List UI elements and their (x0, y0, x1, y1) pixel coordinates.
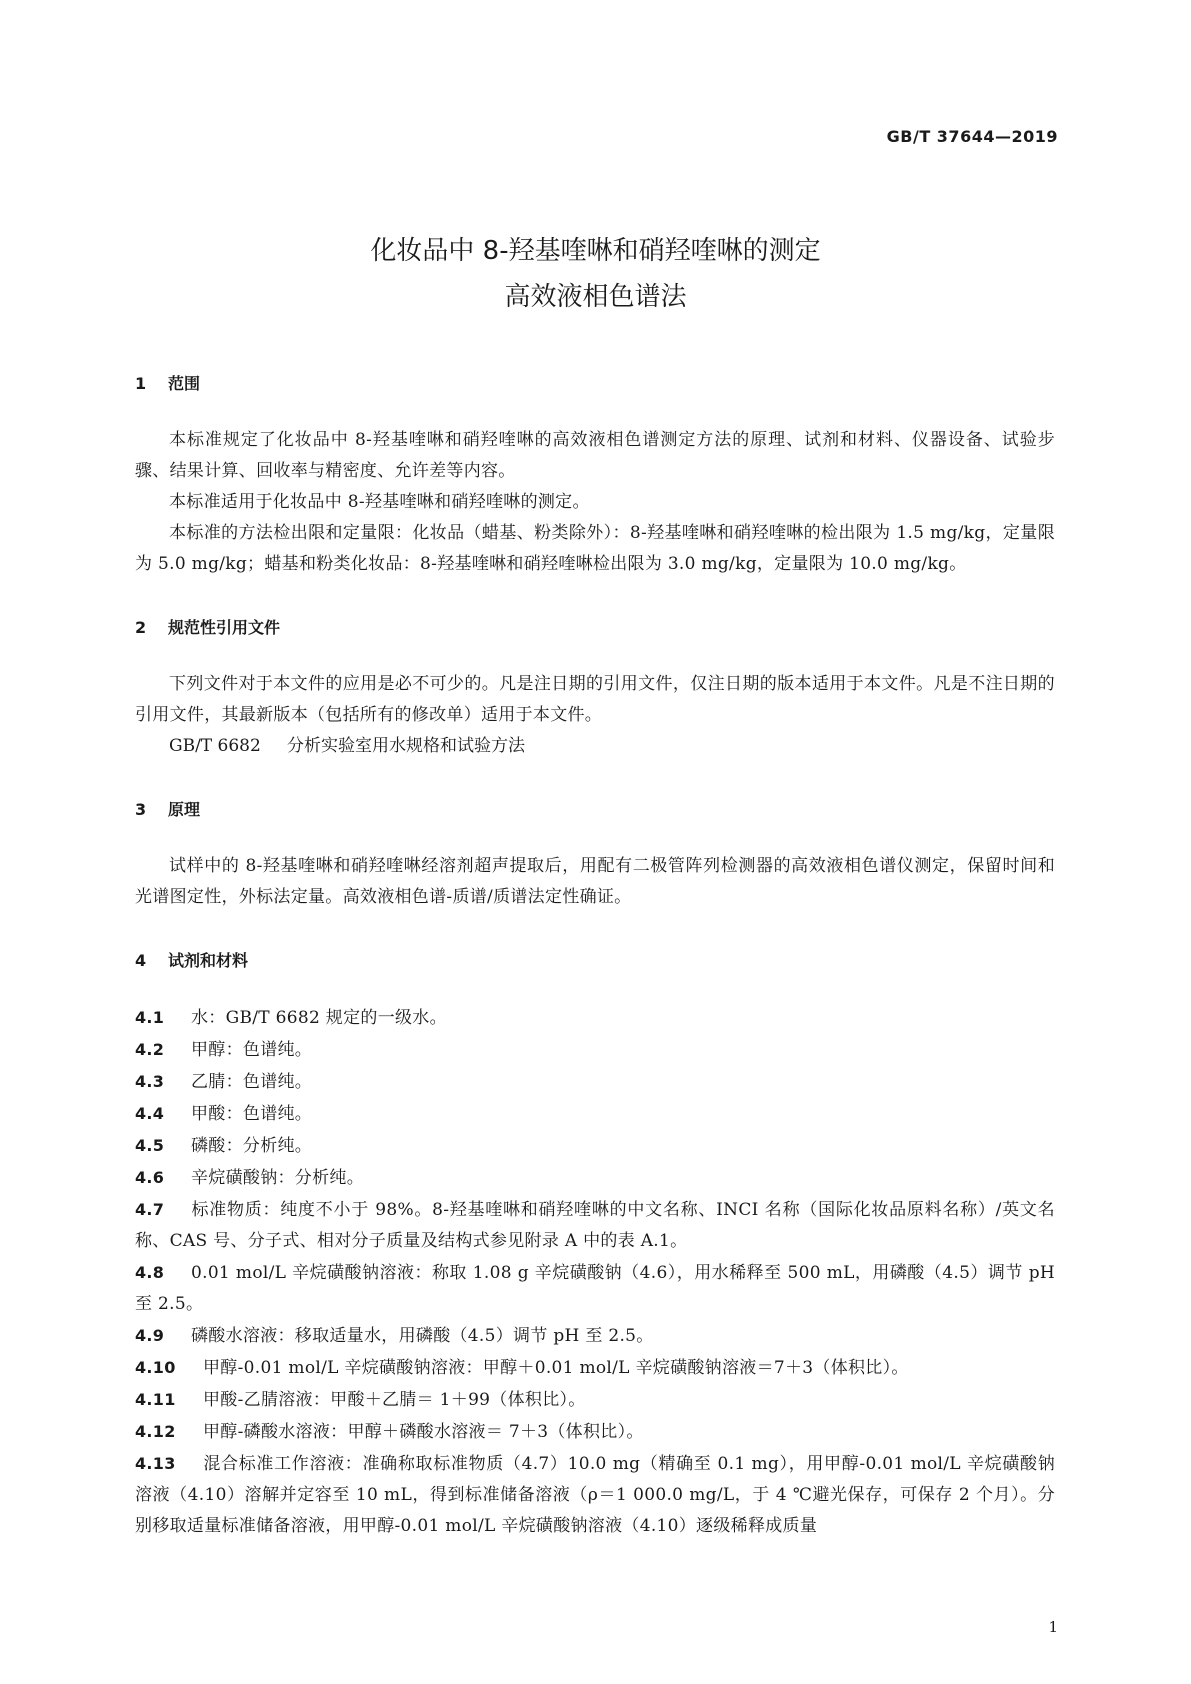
item-text: 甲酸-乙腈溶液：甲酸＋乙腈＝ 1＋99（体积比）。 (203, 1390, 586, 1410)
reference-entry (135, 731, 1055, 762)
item-text: 乙腈：色谱纯。 (191, 1072, 313, 1092)
section-body-reagents (135, 1002, 1055, 1542)
section-body-references (135, 669, 1055, 762)
page-number: 1 (1048, 1618, 1058, 1636)
paragraph: 本标准的方法检出限和定量限：化妆品（蜡基、粉类除外）：8-羟基喹啉和硝羟喹啉的检出限为 1.5 mg/kg，定量限为 5.0 mg/kg；蜡基和粉类化妆品：8-羟基喹啉和硝羟喹啉检出限为 3.0 mg/kg，定量限为 10.0 mg/kg。 (135, 523, 1055, 574)
list-item (135, 1352, 1055, 1384)
list-item (135, 1098, 1055, 1130)
section-number: 3 (135, 800, 147, 819)
item-text: 磷酸水溶液：移取适量水，用磷酸（4.5）调节 pH 至 2.5。 (191, 1326, 654, 1346)
title-line-1: 化妆品中 8-羟基喹啉和硝羟喹啉的测定 (370, 236, 821, 266)
item-number: 4.5 (135, 1136, 165, 1155)
item-number: 4.11 (135, 1390, 176, 1409)
item-text: 混合标准工作溶液：准确称取标准物质（4.7）10.0 mg（精确至 0.1 mg），用甲醇-0.01 mol/L 辛烷磺酸钠溶液（4.10）溶解并定容至 10 mL，得到标准储备溶液（ρ＝1 000.0 mg/L，于 4 ℃避光保存，可保存 2 个月）。分别移取适量标准储备溶液，用甲醇-0.01 mol/L 辛烷磺酸钠溶液（4.10）逐级稀释成质量 (135, 1454, 1055, 1536)
item-number: 4.3 (135, 1072, 165, 1091)
section-body-scope (135, 425, 1055, 580)
item-number: 4.12 (135, 1422, 176, 1441)
section-heading-scope (135, 372, 1055, 396)
item-number: 4.10 (135, 1358, 176, 1377)
section-number: 4 (135, 951, 147, 970)
item-text: 水：GB/T 6682 规定的一级水。 (191, 1008, 447, 1028)
item-number: 4.6 (135, 1168, 165, 1187)
list-item (135, 1448, 1055, 1542)
list-item (135, 1416, 1055, 1448)
list-item (135, 1257, 1055, 1320)
spacer (135, 580, 1055, 616)
spacer (135, 913, 1055, 949)
list-item (135, 1130, 1055, 1162)
section-heading-principle (135, 798, 1055, 822)
item-number: 4.13 (135, 1454, 176, 1473)
item-text: 磷酸：分析纯。 (191, 1136, 313, 1156)
section-title: 试剂和材料 (168, 951, 249, 970)
section-body-principle (135, 851, 1055, 913)
section-title: 规范性引用文件 (168, 618, 281, 637)
list-item (135, 1002, 1055, 1034)
list-item (135, 1066, 1055, 1098)
item-number: 4.1 (135, 1008, 165, 1027)
list-item (135, 1162, 1055, 1194)
reference-code: GB/T 6682 (169, 736, 261, 756)
section-heading-normative-references (135, 616, 1055, 640)
title-line-2: 高效液相色谱法 (504, 282, 687, 312)
item-number: 4.9 (135, 1326, 165, 1345)
item-text: 甲醇-0.01 mol/L 辛烷磺酸钠溶液：甲醇＋0.01 mol/L 辛烷磺酸钠溶液＝7＋3（体积比）。 (203, 1358, 909, 1378)
item-text: 0.01 mol/L 辛烷磺酸钠溶液：称取 1.08 g 辛烷磺酸钠（4.6），用水稀释至 500 mL，用磷酸（4.5）调节 pH 至 2.5。 (135, 1263, 1055, 1314)
item-text: 甲酸：色谱纯。 (191, 1104, 313, 1124)
paragraph: 本标准规定了化妆品中 8-羟基喹啉和硝羟喹啉的高效液相色谱测定方法的原理、试剂和材料、仪器设备、试验步骤、结果计算、回收率与精密度、允许差等内容。 (135, 430, 1055, 481)
section-number: 2 (135, 618, 147, 637)
document-body (135, 372, 1055, 1542)
item-number: 4.7 (135, 1200, 165, 1219)
paragraph: 本标准适用于化妆品中 8-羟基喹啉和硝羟喹啉的测定。 (169, 492, 590, 512)
section-title: 范围 (168, 374, 201, 393)
spacer (135, 762, 1055, 798)
item-text: 甲醇：色谱纯。 (191, 1040, 313, 1060)
list-item (135, 1320, 1055, 1352)
item-number: 4.4 (135, 1104, 165, 1123)
list-item (135, 1384, 1055, 1416)
section-heading-reagents (135, 949, 1055, 973)
section-number: 1 (135, 374, 147, 393)
paragraph: 试样中的 8-羟基喹啉和硝羟喹啉经溶剂超声提取后，用配有二极管阵列检测器的高效液相色谱仪测定，保留时间和光谱图定性，外标法定量。高效液相色谱-质谱/质谱法定性确证。 (135, 856, 1055, 907)
standard-number: GB/T 37644—2019 (886, 127, 1058, 146)
item-number: 4.2 (135, 1040, 165, 1059)
document-title (0, 228, 1191, 320)
list-item (135, 1034, 1055, 1066)
section-title: 原理 (168, 800, 201, 819)
item-number: 4.8 (135, 1263, 165, 1282)
list-item (135, 1194, 1055, 1257)
item-text: 甲醇-磷酸水溶液：甲醇＋磷酸水溶液＝ 7＋3（体积比）。 (203, 1422, 644, 1442)
paragraph: 下列文件对于本文件的应用是必不可少的。凡是注日期的引用文件，仅注日期的版本适用于本文件。凡是不注日期的引用文件，其最新版本（包括所有的修改单）适用于本文件。 (135, 674, 1055, 725)
item-text: 辛烷磺酸钠：分析纯。 (191, 1168, 364, 1188)
reference-title: 分析实验室用水规格和试验方法 (287, 736, 525, 756)
item-text: 标准物质：纯度不小于 98%。8-羟基喹啉和硝羟喹啉的中文名称、INCI 名称（国际化妆品原料名称）/英文名称、CAS 号、分子式、相对分子质量及结构式参见附录 A 中的表 A.1。 (135, 1200, 1055, 1251)
